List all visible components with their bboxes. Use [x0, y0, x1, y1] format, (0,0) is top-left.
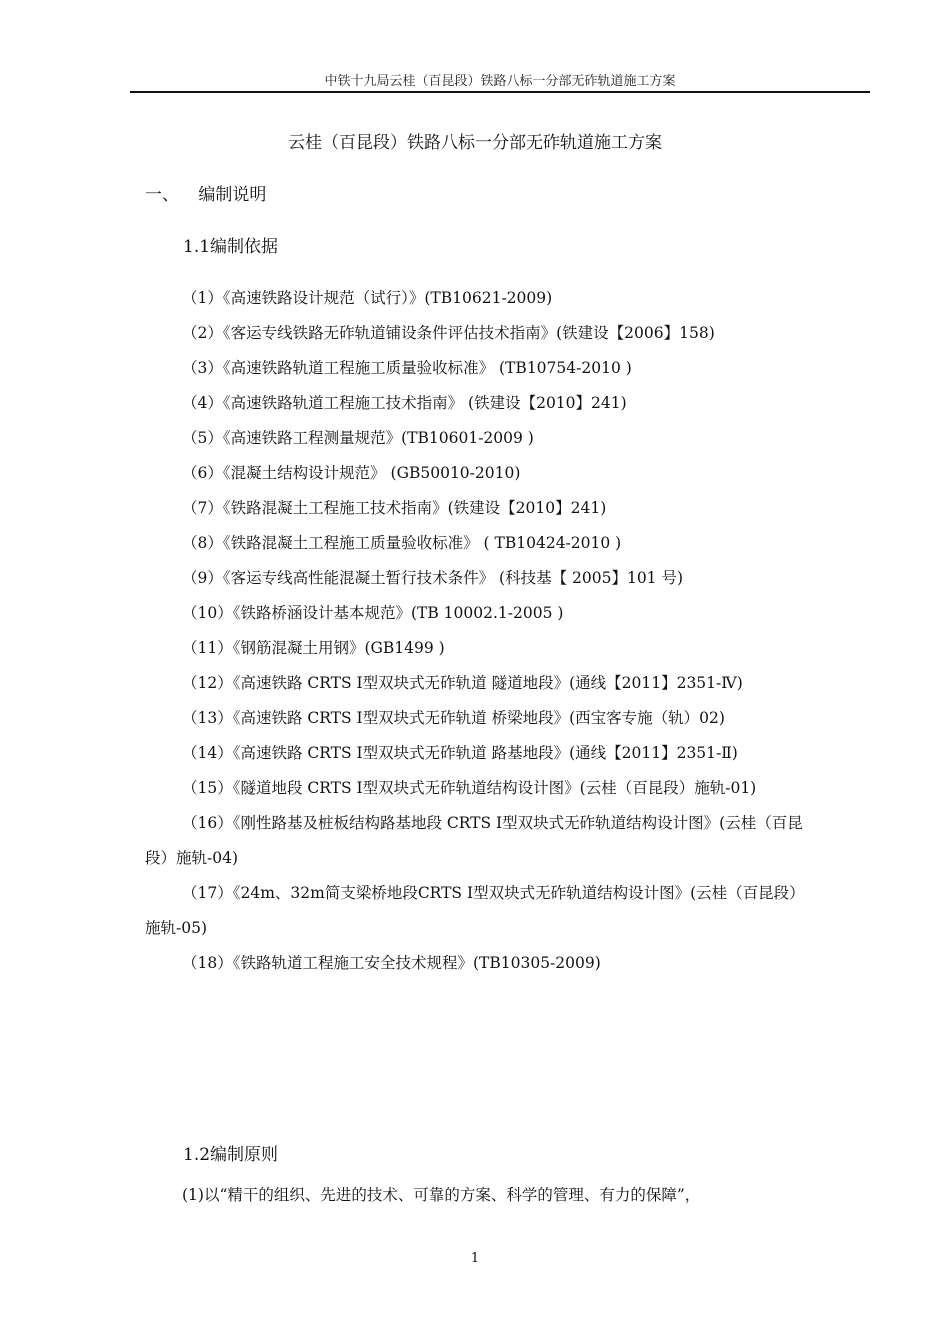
- section-number: 一、: [145, 185, 179, 205]
- reference-item: （16）《刚性路基及桩板结构路基地段 CRTS Ⅰ型双块式无砟轨道结构设计图》(云桂（百昆段）施轨-04): [145, 814, 803, 867]
- reference-item: （6）《混凝土结构设计规范》 (GB50010-2010): [182, 464, 521, 482]
- reference-item: （10）《铁路桥涵设计基本规范》(TB 10002.1-2005 ): [182, 604, 564, 622]
- section-heading: [145, 180, 266, 205]
- reference-item: （7）《铁路混凝土工程施工技术指南》(铁建设【2010】241): [182, 499, 607, 517]
- reference-item: （17）《24m、32m简支梁桥地段CRTS Ⅰ型双块式无砟轨道结构设计图》(云桂（百昆段）施轨-05): [145, 884, 805, 937]
- header-rule: [130, 91, 870, 93]
- page-header: 中铁十九局云桂（百昆段）铁路八标一分部无砟轨道施工方案: [324, 74, 676, 89]
- reference-item: （1）《高速铁路设计规范（试行）》(TB10621-2009): [182, 289, 553, 307]
- reference-item: （11）《钢筋混凝土用钢》(GB1499 ): [182, 639, 445, 657]
- reference-item: （4）《高速铁路轨道工程施工技术指南》 (铁建设【2010】241): [182, 394, 627, 412]
- subsection-heading-1-2: 1.2编制原则: [183, 1145, 279, 1165]
- reference-item: （12）《高速铁路 CRTS Ⅰ型双块式无砟轨道 隧道地段》(通线【2011】2351-Ⅳ): [182, 674, 743, 692]
- reference-item: （14）《高速铁路 CRTS Ⅰ型双块式无砟轨道 路基地段》(通线【2011】2351-Ⅱ): [182, 744, 738, 762]
- reference-item: （3）《高速铁路轨道工程施工质量验收标准》 (TB10754-2010 ): [182, 359, 632, 377]
- reference-item: （13）《高速铁路 CRTS Ⅰ型双块式无砟轨道 桥梁地段》(西宝客专施（轨）02): [182, 709, 725, 727]
- page-number: 1: [470, 1251, 480, 1266]
- reference-item: （9）《客运专线高性能混凝土暂行技术条件》 (科技基【 2005】101 号): [182, 569, 684, 587]
- section-label: 编制说明: [198, 185, 267, 205]
- reference-item: （18）《铁路轨道工程施工安全技术规程》(TB10305-2009): [182, 954, 601, 972]
- document-title: 云桂（百昆段）铁路八标一分部无砟轨道施工方案: [288, 133, 662, 153]
- reference-item: （15）《隧道地段 CRTS Ⅰ型双块式无砟轨道结构设计图》(云桂（百昆段）施轨-01): [182, 779, 757, 797]
- subsection-heading-1-1: 1.1编制依据: [183, 237, 279, 257]
- reference-item: （5）《高速铁路工程测量规范》(TB10601-2009 ): [182, 429, 534, 447]
- principle-paragraph: (1)以“精干的组织、先进的技术、可靠的方案、科学的管理、有力的保障”，: [182, 1186, 701, 1204]
- reference-list: [145, 281, 810, 981]
- reference-item: （8）《铁路混凝土工程施工质量验收标准》 ( TB10424-2010 ): [182, 534, 622, 552]
- reference-item: （2）《客运专线铁路无砟轨道铺设条件评估技术指南》(铁建设【2006】158): [182, 324, 715, 342]
